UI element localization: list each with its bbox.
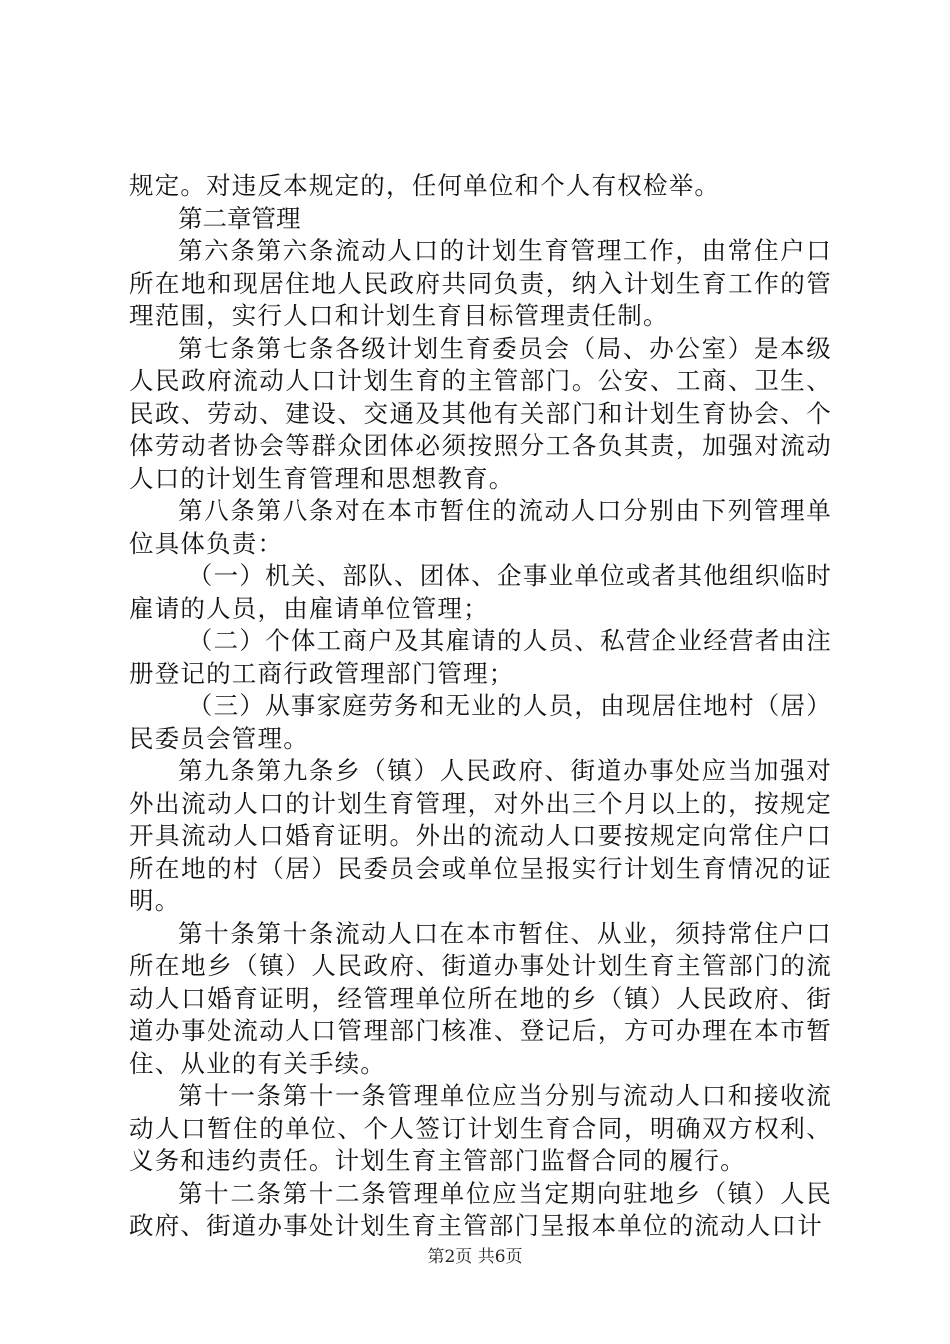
document-body: [129, 170, 832, 1243]
article-8-item-1: （一）机关、部队、团体、企事业单位或者其他组织临时雇请的人员，由雇请单位管理；: [129, 561, 832, 623]
article-6: 第六条第六条流动人口的计划生育管理工作，由常住户口所在地和现居住地人民政府共同负责，纳入计划生育工作的管理范围，实行人口和计划生育目标管理责任制。: [129, 236, 832, 330]
article-8: 第八条第八条对在本市暂住的流动人口分别由下列管理单位具体负责：: [129, 496, 832, 558]
article-8-item-3: （三）从事家庭劳务和无业的人员，由现居住地村（居）民委员会管理。: [129, 691, 832, 753]
paragraph-1: 规定。对违反本规定的，任何单位和个人有权检举。: [129, 171, 721, 200]
article-7: 第七条第七条各级计划生育委员会（局、办公室）是本级人民政府流动人口计划生育的主管部门。公安、工商、卫生、民政、劳动、建设、交通及其他有关部门和计划生育协会、个体劳动者协会等群众团体必须按照分工各负其责，加强对流动人口的计划生育管理和思想教育。: [129, 333, 832, 493]
article-9: 第九条第九条乡（镇）人民政府、街道办事处应当加强对外出流动人口的计划生育管理，对外出三个月以上的，按规定开具流动人口婚育证明。外出的流动人口要按规定向常住户口所在地的村（居）民委员会或单位呈报实行计划生育情况的证明。: [129, 756, 832, 915]
article-10: 第十条第十条流动人口在本市暂住、从业，须持常住户口所在地乡（镇）人民政府、街道办事处计划生育主管部门的流动人口婚育证明，经管理单位所在地的乡（镇）人民政府、街道办事处流动人口管理部门核准、登记后，方可办理在本市暂住、从业的有关手续。: [129, 918, 832, 1078]
article-12: 第十二条第十二条管理单位应当定期向驻地乡（镇）人民政府、街道办事处计划生育主管部门呈报本单位的流动人口计: [129, 1178, 832, 1240]
article-8-item-2: （二）个体工商户及其雇请的人员、私营企业经营者由注册登记的工商行政管理部门管理；: [129, 626, 832, 688]
page-footer: 第2页 共6页: [427, 1247, 523, 1267]
chapter-heading: 第二章管理: [178, 203, 301, 233]
article-11: 第十一条第十一条管理单位应当分别与流动人口和接收流动人口暂住的单位、个人签订计划生育合同，明确双方权利、义务和违约责任。计划生育主管部门监督合同的履行。: [129, 1081, 832, 1175]
